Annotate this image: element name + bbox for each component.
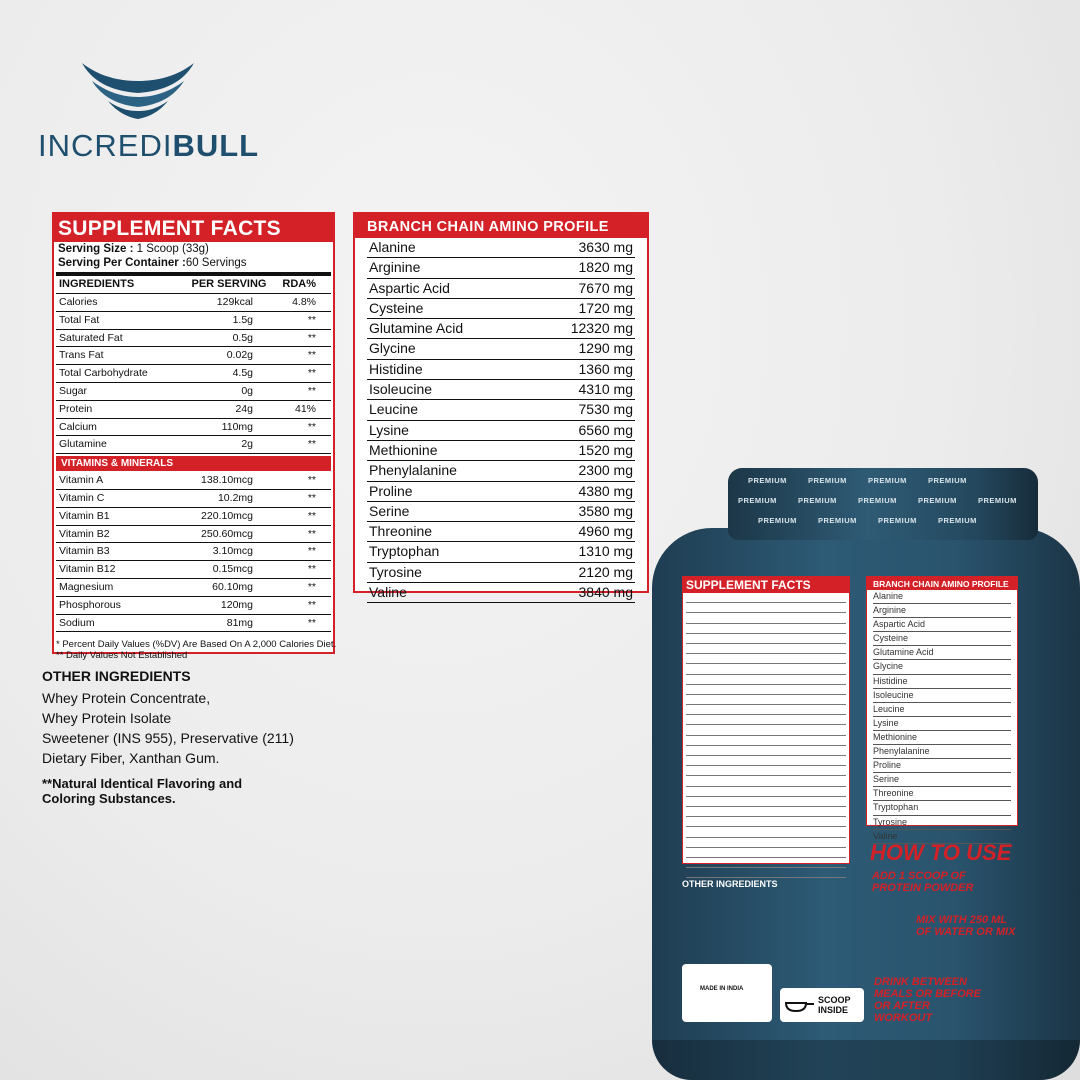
rda-value: ** [307,420,316,433]
tub-sf-line [686,838,846,848]
supplement-facts-panel [52,212,337,662]
per-serving-value: 10.2mg [217,491,253,504]
amino-name: Glutamine Acid [369,320,464,337]
table-row [56,561,331,579]
rda-value: ** [307,563,316,576]
tub-sf-line [686,725,846,735]
per-serving-value: 24g [235,402,253,415]
rda-value: ** [307,349,316,362]
amino-name: Cysteine [369,299,424,316]
tub-sf-line [686,715,846,725]
tub-amino-row: Proline [873,759,1011,773]
table-row [56,401,331,419]
how-to-use-heading: HOW TO USE [870,840,1012,865]
scoop-icon [784,995,816,1015]
how-to-step-2: MIX WITH 250 ML OF WATER OR MIX [916,914,1016,938]
ingredient-line: Whey Protein Concentrate, [42,690,211,706]
tub-amino-row: Tryptophan [873,801,1011,815]
tub-amino-row: Tyrosine [873,816,1011,830]
per-serving-value: 129kcal [216,296,253,308]
tub-amino-profile [866,576,1018,841]
footnote-dv: * Percent Daily Values (%DV) Are Based On A 2,000 Calories Diet. [56,639,337,651]
amino-name: Lysine [369,421,409,438]
header-per-serving: PER SERVING [191,278,267,290]
amino-row [367,482,635,502]
supplement-facts-title: SUPPLEMENT FACTS [54,214,333,242]
amino-name: Aspartic Acid [369,279,450,296]
table-row [56,294,331,312]
rda-value: ** [307,313,316,326]
amino-name: Isoleucine [369,381,433,398]
tub-sf-line [686,807,846,817]
amino-row [367,360,635,380]
rda-value: ** [307,509,316,522]
amino-value: 6560 mg [578,421,633,438]
lid-label: PREMIUM [738,496,777,505]
tub-other-ingredients: OTHER INGREDIENTS [682,879,778,889]
table-row [56,436,331,454]
table-row [56,472,331,490]
ingredient-line: Sweetener (INS 955), Preservative (211) [42,730,294,746]
rda-value: ** [307,545,316,558]
table-row [56,579,331,597]
amino-row [367,279,635,299]
amino-row [367,502,635,522]
ingredient-name: Trans Fat [59,349,104,362]
tub-sf-line [686,685,846,695]
amino-row [367,542,635,562]
product-tub-image [652,468,1080,1080]
table-row [56,543,331,561]
per-serving-value: 120mg [220,598,253,611]
per-serving-value: 138.10mcg [201,474,253,487]
table-row [56,383,331,401]
amino-value: 1290 mg [578,340,633,357]
tub-sf-line [686,624,846,634]
tub-sf-line [686,705,846,715]
rda-value: ** [307,474,316,487]
per-serving-value: 250.60mcg [201,527,253,540]
tub-sf-line [686,868,846,878]
tub-sf-line [686,746,846,756]
amino-row [367,258,635,278]
how-to-step-3: DRINK BETWEEN MEALS OR BEFORE OR AFTER WORKOUT [874,976,981,1024]
brand-name-bold: BULL [172,128,260,163]
tub-amino-row: Alanine [873,590,1011,604]
footnote-not-established: ** Daily Values Not Established [56,650,188,662]
rda-value: ** [307,580,316,593]
flavoring-note: Coloring Substances. [42,791,176,806]
tub-sf-line [686,736,846,746]
rda-value: ** [307,491,316,504]
tub-sf-line [686,675,846,685]
amino-value: 1820 mg [578,259,633,276]
amino-profile-title: BRANCH CHAIN AMINO PROFILE [355,214,647,238]
table-row [56,347,331,365]
header-rda: RDA% [282,278,316,290]
amino-value: 3630 mg [578,239,633,255]
amino-row [367,421,635,441]
tub-sf-line [686,827,846,837]
ingredient-name: Vitamin B1 [59,509,110,522]
ingredient-name: Magnesium [59,580,114,593]
table-row [56,508,331,526]
per-serving-value: 0g [241,384,253,397]
ingredient-name: Vitamin C [59,491,105,504]
amino-name: Proline [369,482,413,499]
rda-value: 41% [294,402,316,415]
tub-amino-row: Serine [873,773,1011,787]
amino-value: 4960 mg [578,523,633,540]
amino-row [367,461,635,481]
amino-value: 4380 mg [578,482,633,499]
tub-amino-row: Cysteine [873,632,1011,646]
ingredient-name: Glutamine [59,438,107,451]
scoop-inside-text: SCOOP INSIDE [818,995,851,1015]
rda-value: ** [307,527,316,540]
ingredient-line: Dietary Fiber, Xanthan Gum. [42,750,220,766]
tub-amino-row: Arginine [873,604,1011,618]
ingredient-name: Phosphorous [59,598,121,611]
header-ingredients: INGREDIENTS [59,278,135,290]
amino-row [367,563,635,583]
lid-label: PREMIUM [798,496,837,505]
table-row [56,615,331,633]
how-to-step-1: ADD 1 SCOOP OF PROTEIN POWDER [872,870,974,894]
ingredient-name: Protein [59,402,93,415]
tub-sf-line [686,787,846,797]
ingredient-name: Sodium [59,616,95,629]
tub-sf-line [686,848,846,858]
amino-name: Arginine [369,259,421,276]
amino-value: 1520 mg [578,441,633,458]
amino-value: 7670 mg [578,279,633,296]
amino-name: Glycine [369,340,416,357]
per-serving-value: 0.15mcg [212,563,253,576]
per-serving-value: 81mg [226,616,253,629]
amino-value: 12320 mg [570,320,633,337]
flavoring-note: **Natural Identical Flavoring and [42,776,243,791]
amino-name: Threonine [369,523,433,540]
tub-sf-line [686,817,846,827]
amino-name: Phenylalanine [369,462,457,479]
amino-name: Alanine [369,239,416,255]
amino-profile-panel [353,212,649,601]
tub-sf-line [686,603,846,613]
rda-value: ** [307,598,316,611]
tub-amino-row: Methionine [873,731,1011,745]
tub-amino-row: Glutamine Acid [873,646,1011,660]
tub-sf-line [686,756,846,766]
amino-row [367,319,635,339]
amino-row [367,400,635,420]
tub-lid [728,468,1038,540]
ingredient-name: Calcium [59,420,97,433]
other-ingredients [42,668,352,806]
tub-sf-line [686,766,846,776]
tub-sf-title: SUPPLEMENT FACTS [683,577,849,593]
servings-per-container: Serving Per Container :60 Servings [58,257,247,269]
per-serving-value: 220.10mcg [201,509,253,522]
amino-row [367,583,635,603]
lid-label: PREMIUM [758,516,797,525]
made-in-india-badge: MADE IN INDIA [682,964,772,1022]
amino-name: Tryptophan [369,543,440,560]
other-ingredients-title: OTHER INGREDIENTS [42,668,191,684]
tub-amino-row: Lysine [873,717,1011,731]
amino-value: 1310 mg [578,543,633,560]
amino-name: Serine [369,502,410,519]
table-row [56,490,331,508]
amino-value: 3840 mg [578,584,633,601]
tub-amino-row: Aspartic Acid [873,618,1011,632]
ingredient-name: Vitamin A [59,474,104,487]
rda-value: ** [307,367,316,380]
per-serving-value: 1.5g [232,313,253,326]
table-row [56,597,331,615]
ingredient-line: Whey Protein Isolate [42,710,172,726]
lid-label: PREMIUM [868,476,907,485]
lid-label: PREMIUM [818,516,857,525]
lid-label: PREMIUM [748,476,787,485]
serving-size: Serving Size : 1 Scoop (33g) [58,243,209,255]
tub-sf-line [686,634,846,644]
rda-value: ** [307,384,316,397]
tub-amino-row: Glycine [873,660,1011,674]
lid-label: PREMIUM [808,476,847,485]
lid-label: PREMIUM [858,496,897,505]
table-row [56,330,331,348]
ingredient-name: Vitamin B2 [59,527,110,540]
amino-value: 2300 mg [578,462,633,479]
amino-row [367,339,635,359]
amino-row [367,299,635,319]
per-serving-value: 0.02g [226,349,253,362]
tub-amino-row: Isoleucine [873,689,1011,703]
lid-label: PREMIUM [928,476,967,485]
brand-name [38,128,259,164]
tub-sf-line [686,613,846,623]
amino-name: Tyrosine [369,563,422,580]
ingredient-name: Vitamin B12 [59,563,116,576]
bull-horns-icon [80,55,196,121]
tub-sf-line [686,654,846,664]
amino-value: 4310 mg [578,381,633,398]
lid-label: PREMIUM [878,516,917,525]
scoop-inside-badge [780,988,864,1022]
per-serving-value: 2g [241,438,253,451]
amino-row [367,238,635,258]
tub-amino-row: Histidine [873,675,1011,689]
tub-sf-line [686,664,846,674]
amino-value: 2120 mg [578,563,633,580]
per-serving-value: 3.10mcg [212,545,253,558]
ingredient-name: Total Fat [59,313,100,326]
amino-value: 3580 mg [578,502,633,519]
lid-label: PREMIUM [918,496,957,505]
table-row [56,365,331,383]
tub-amino-row: Valine [873,830,1011,844]
brand-name-light: INCREDI [38,128,173,163]
amino-value: 1720 mg [578,299,633,316]
tub-sf-line [686,776,846,786]
ingredient-name: Calories [59,296,98,308]
table-header [56,276,331,294]
table-row [56,312,331,330]
amino-name: Histidine [369,360,423,377]
lid-label: PREMIUM [978,496,1017,505]
amino-row [367,522,635,542]
tub-amino-row: Leucine [873,703,1011,717]
amino-name: Valine [369,584,407,601]
amino-name: Methionine [369,441,438,458]
per-serving-value: 60.10mg [212,580,253,593]
amino-value: 7530 mg [578,401,633,418]
table-row [56,526,331,544]
tub-supplement-facts [682,576,850,864]
vitamins-minerals-heading: VITAMINS & MINERALS [56,456,331,471]
amino-row [367,441,635,461]
tub-sf-line [686,644,846,654]
ingredient-name: Vitamin B3 [59,545,110,558]
rda-value: ** [307,616,316,629]
amino-row [367,380,635,400]
amino-value: 1360 mg [578,360,633,377]
ingredient-name: Sugar [59,384,88,397]
tub-amino-row: Threonine [873,787,1011,801]
tub-amino-row: Phenylalanine [873,745,1011,759]
per-serving-value: 110mg [221,420,253,433]
tub-sf-line [686,695,846,705]
per-serving-value: 0.5g [232,331,253,344]
tub-sf-line [686,858,846,868]
tub-sf-line [686,593,846,603]
tub-sf-line [686,797,846,807]
ingredient-name: Total Carbohydrate [59,367,148,380]
brand-logo [38,55,260,163]
ingredient-name: Saturated Fat [59,331,123,344]
table-row [56,419,331,437]
per-serving-value: 4.5g [232,367,253,380]
amino-name: Leucine [369,401,419,418]
lid-label: PREMIUM [938,516,977,525]
rda-value: ** [307,438,316,451]
tub-bc-title: BRANCH CHAIN AMINO PROFILE [867,577,1017,590]
rda-value: 4.8% [292,296,316,308]
rda-value: ** [307,331,316,344]
